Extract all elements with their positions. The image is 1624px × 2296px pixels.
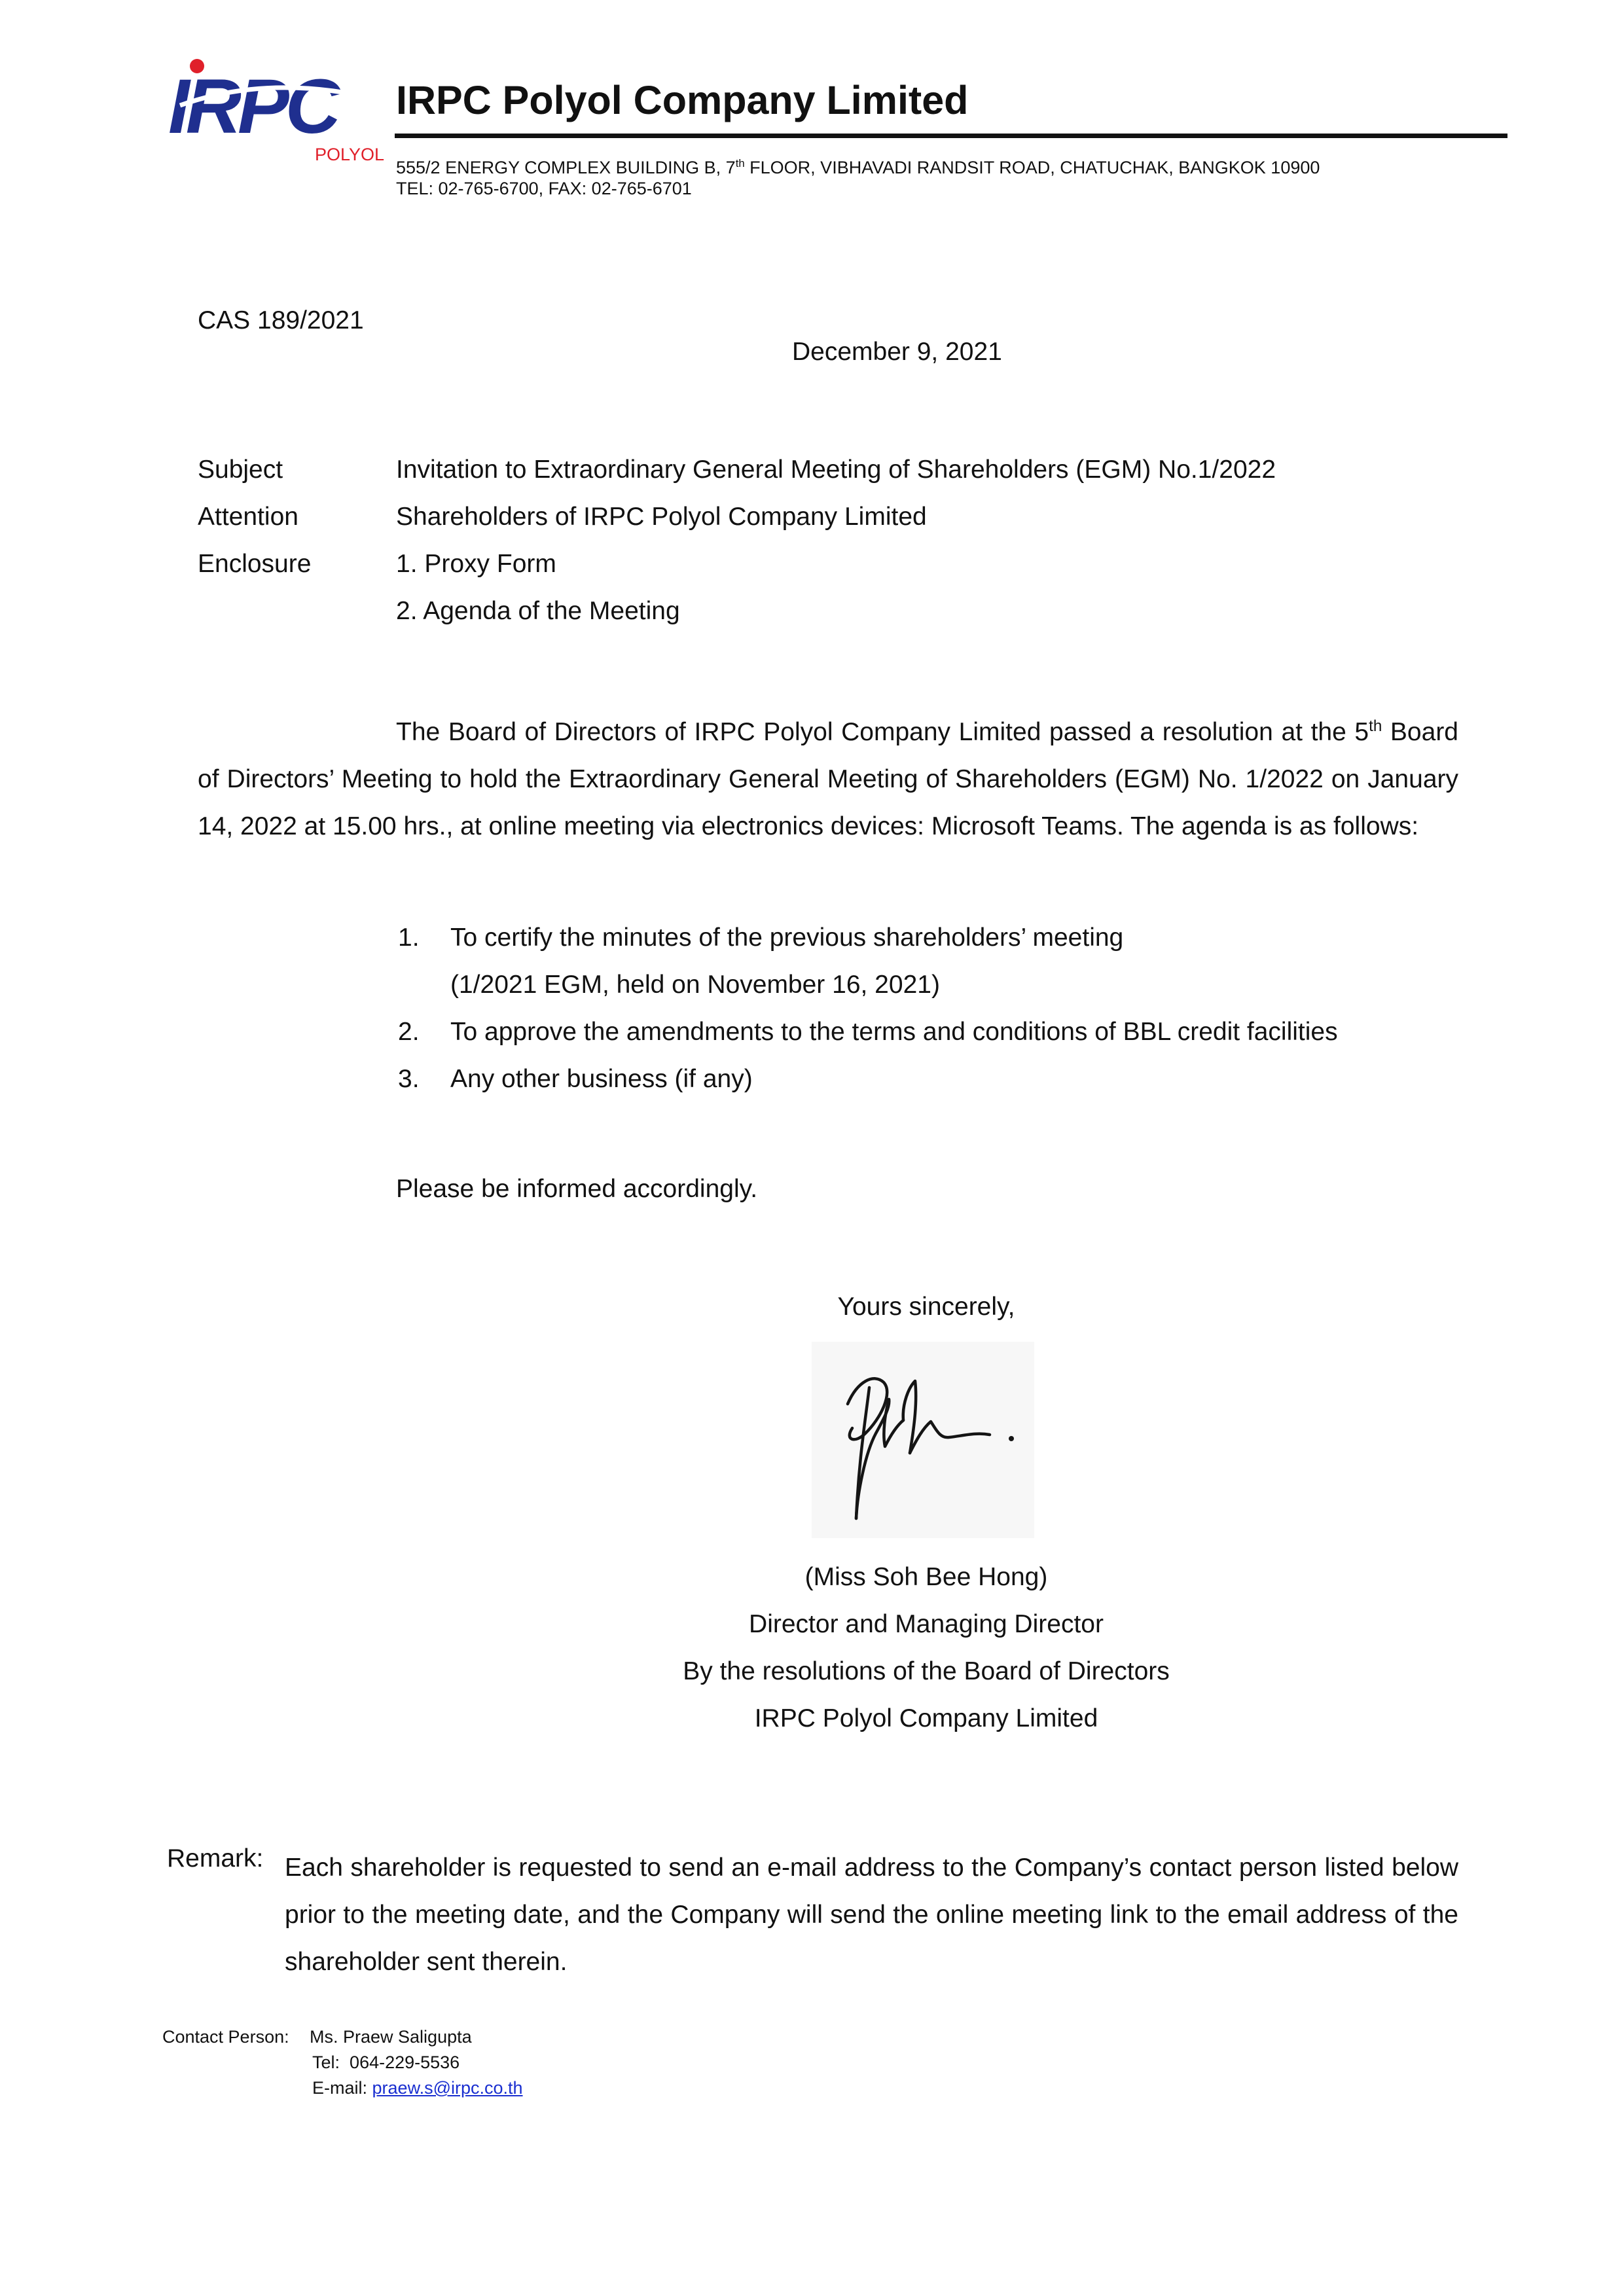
contact-tel	[312, 2053, 460, 2073]
signatory-title: Director and Managing Director	[749, 1610, 1104, 1638]
body-paragraph: The Board of Directors of IRPC Polyol Company Limited passed a resolution at the 5th Board of Directors’ Meeting to hold the Extraordinary General Meeting of Shareholders (EGM) No. 1/2022 on January 14, 2022 at 15.00 hrs., at online meeting via electronics devices: Microsoft Teams. The agenda is as follows:	[198, 717, 1458, 840]
subject-label: Subject	[198, 456, 283, 484]
company-tel-fax: TEL: 02-765-6700, FAX: 02-765-6701	[396, 179, 692, 198]
signatory-company: IRPC Polyol Company Limited	[754, 1704, 1098, 1732]
contact-tel-value: 064-229-5536	[350, 2053, 460, 2072]
handwritten-signature	[812, 1342, 1034, 1538]
agenda-number-3: 3.	[398, 1065, 420, 1093]
contact-tel-label: Tel:	[312, 2053, 340, 2072]
enclosure-item-2: 2. Agenda of the Meeting	[396, 597, 680, 625]
remark-label: Remark:	[167, 1844, 264, 1873]
logo-wordmark: IRPC	[168, 63, 337, 150]
attention-value: Shareholders of IRPC Polyol Company Limited	[396, 503, 927, 531]
agenda-item-2: To approve the amendments to the terms and conditions of BBL credit facilities	[450, 1018, 1338, 1046]
contact-name: Ms. Praew Saligupta	[310, 2027, 472, 2047]
signatory-name: (Miss Soh Bee Hong)	[804, 1563, 1048, 1591]
agenda-number-1: 1.	[398, 924, 420, 952]
logo-subtext: POLYOL	[315, 145, 385, 164]
irpc-polyol-logo	[167, 56, 385, 167]
enclosure-label: Enclosure	[198, 550, 312, 578]
reference-number: CAS 189/2021	[198, 306, 364, 334]
header-divider	[395, 134, 1507, 138]
agenda-item-1-continuation: (1/2021 EGM, held on November 16, 2021)	[450, 971, 940, 999]
closing-line: Please be informed accordingly.	[396, 1175, 758, 1203]
subject-value: Invitation to Extraordinary General Meeting of Shareholders (EGM) No.1/2022	[396, 456, 1276, 484]
letter-date: December 9, 2021	[792, 338, 1002, 366]
contact-email-link[interactable]: praew.s@irpc.co.th	[372, 2078, 523, 2098]
salutation: Yours sincerely,	[837, 1293, 1015, 1321]
agenda-item-1: To certify the minutes of the previous shareholders’ meeting	[450, 924, 1124, 952]
contact-email	[312, 2078, 523, 2098]
signatory-authority: By the resolutions of the Board of Directors	[683, 1657, 1170, 1685]
enclosure-item-1: 1. Proxy Form	[396, 550, 556, 578]
remark-text: Each shareholder is requested to send an e-mail address to the Company’s contact person listed below prior to the meeting date, and the Company will send the online meeting link to the email address of the shareholder sent therein.	[285, 1854, 1458, 1976]
company-title: IRPC Polyol Company Limited	[396, 78, 969, 122]
agenda-item-3: Any other business (if any)	[450, 1065, 753, 1093]
agenda-number-2: 2.	[398, 1018, 420, 1046]
contact-label: Contact Person:	[162, 2027, 289, 2047]
attention-label: Attention	[198, 503, 298, 531]
contact-email-label: E-mail:	[312, 2078, 368, 2098]
company-address: 555/2 ENERGY COMPLEX BUILDING B, 7th FLOOR, VIBHAVADI RANDSIT ROAD, CHATUCHAK, BANGKOK 10900	[396, 157, 1320, 177]
